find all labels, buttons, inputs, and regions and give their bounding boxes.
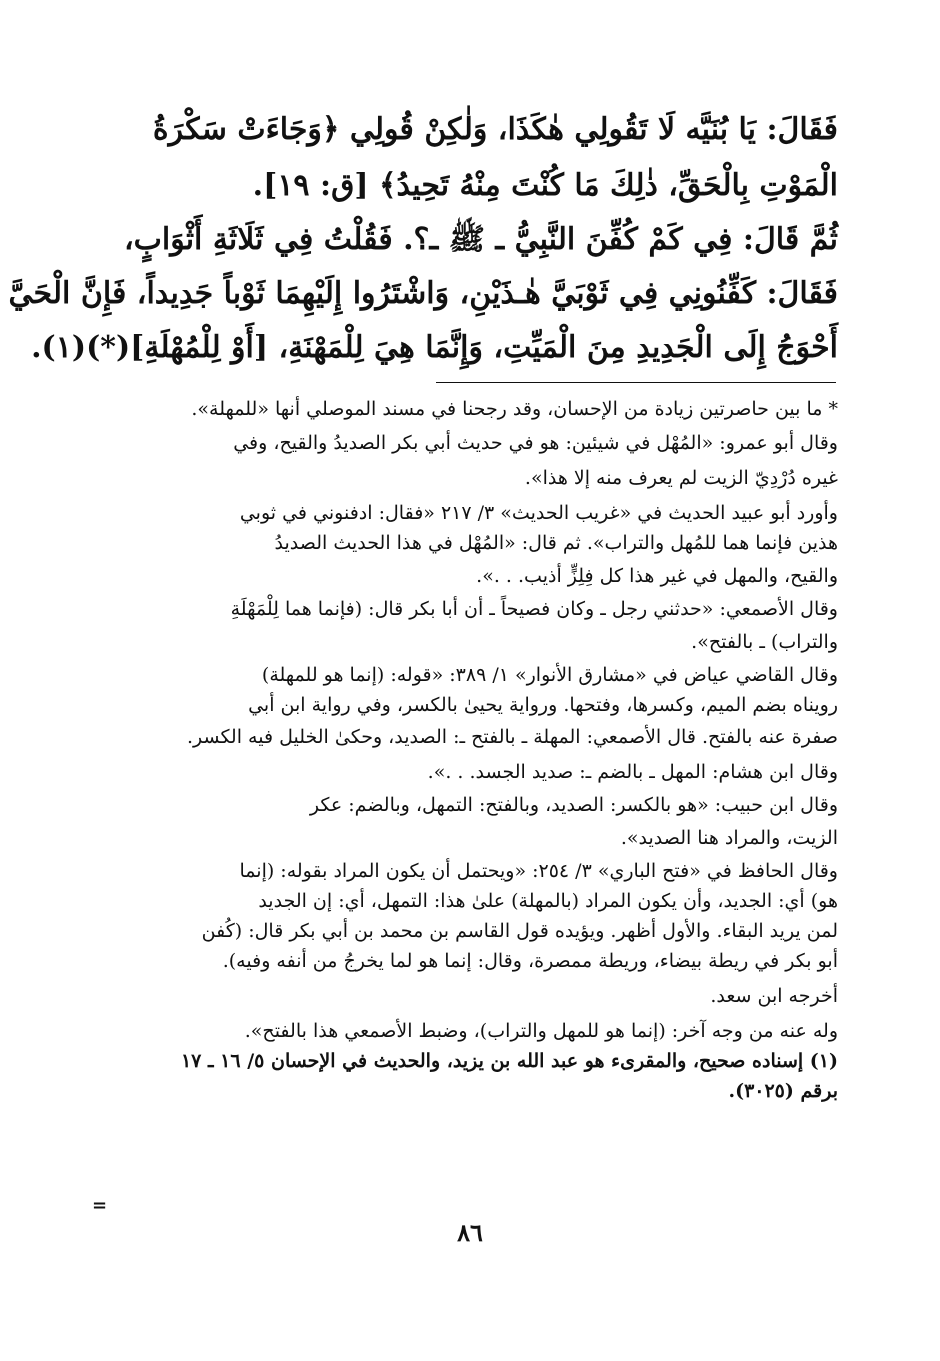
main-line: فَقَالَ: كَفِّنُونِي فِي ثَوْبَيَّ هٰـذَيْنِ، وَاشْتَرُوا إِلَيْهِمَا ثَوْباً جَدِيداً، فَإِنَّ الْحَيَّ (8, 276, 838, 311)
footnote-line: صفرة عنه بالفتح. قال الأصمعي: المهلة ـ بالفتح ـ: الصديد، وحكىٰ الخليل فيه الكسر. (186, 726, 838, 748)
footnote-line: هذين فإنما هما للمُهل والتراب». ثم قال: «المُهْل في هذا الحديث الصديدُ (274, 532, 838, 554)
footnote-line: وقال ابن حبيب: «هو بالكسر: الصديد، وبالفتح: التمهل، وبالضم: عكر (309, 794, 838, 816)
footnote-line: والقيح، والمهل في غير هذا كل فِلِزٍّ أذيب. . .». (476, 565, 838, 587)
main-line: أَحْوَجُ إِلَى الْجَدِيدِ مِنَ الْمَيِّتِ، وَإِنَّمَا هِيَ لِلْمَهْنَةِ، [أَوْ لِلْمُهْلَةِ](*)(١). (31, 330, 838, 365)
footnote-line: وله عنه من وجه آخر: (إنما هو للمهل والتراب)، وضبط الأصمعي هذا بالفتح». (244, 1020, 838, 1042)
footnote-line: وقال الأصمعي: «حدثني رجل ـ وكان فصيحاً ـ أن أبا بكر قال: (فإنما هما لِلْمَهْلَةِ (230, 598, 838, 620)
footnote-line: وقال الحافظ في «فتح الباري» ٣/ ٢٥٤: «ويحتمل أن يكون المراد بقوله: (إنما (239, 860, 838, 882)
side-mark: = (92, 1195, 108, 1216)
footnote-line: وقال ابن هشام: المهل ـ بالضم ـ: صديد الجسد. . .». (427, 761, 838, 783)
footnote-line: وأورد أبو عبيد الحديث في «غريب الحديث» ٣/ ٢١٧ «فقال: ادفنوني في ثوبي (239, 502, 838, 524)
main-line: فَقَالَ: يَا بُنَيَّه لَا تَقُولِي هٰكَذَا، وَلٰكِنْ قُولِي ﴿وَجَاءَتْ سَكْرَةُ (152, 112, 838, 147)
footnote-text (100, 390, 838, 1106)
footnote-line: وقال أبو عمرو: «المُهْل في شيئين: هو في حديث أبي بكر الصديدُ والقيح، وفي (233, 432, 838, 454)
main-line: الْمَوْتِ بِالْحَقِّ، ذٰلِكَ مَا كُنْتَ مِنْهُ تَحِيدُ﴾ [ق: ١٩]. (252, 168, 838, 203)
main-text (8, 100, 838, 376)
footnote-line: أخرجه ابن سعد. (710, 985, 838, 1007)
footnote-line: * ما بين حاصرتين زيادة من الإحسان، وقد رجحنا في مسند الموصلي أنها «للمهلة». (191, 398, 838, 420)
footnote-line: (١) إسناده صحيح، والمقرىء هو عبد الله بن يزيد، والحديث في الإحسان ٥/ ١٦ ـ ١٧ (180, 1050, 838, 1072)
footnote-line: الزيت، والمراد هنا الصديد». (620, 827, 838, 849)
footnote-line: لمن يريد البقاء. والأول أظهر. ويؤيده قول القاسم بن محمد بن أبي بكر قال: (كُفن (201, 920, 838, 942)
footnote-line: والتراب) ـ بالفتح». (691, 631, 838, 653)
page-number: ٨٦ (457, 1218, 483, 1247)
footnote-line: برقم (٣٠٢٥). (728, 1080, 838, 1102)
footnote-line: رويناه بضم الميم، وكسرها، وفتحها. ورواية يحيىٰ بالكسر، وفي رواية ابن أبي (248, 694, 838, 716)
footnote-line: غيره دُرْدِيّ الزيت لم يعرف منه إلا هذا». (524, 467, 838, 489)
main-line: ثُمَّ قَالَ: فِي كَمْ كُفِّنَ النَّبِيُّ ـ ﷺ ـ؟. فَقُلْتُ فِي ثَلَاثَةِ أَثْوَابٍ، (123, 222, 838, 257)
footnote-line: هو) أي: الجديد، وأن يكون المراد (بالمهلة) علىٰ هذا: التمهل، أي: إن الجديد (258, 890, 838, 912)
footnote-divider (436, 382, 836, 383)
footnote-line: وقال القاضي عياض في «مشارق الأنوار» ١/ ٣٨٩: «قوله: (إنما هو للمهلة) (261, 664, 838, 686)
footnote-line: أبو بكر في ريطة بيضاء، وريطة ممصرة، وقال: إنما هو لما يخرجُ من أنفه وفيه). (222, 950, 838, 972)
